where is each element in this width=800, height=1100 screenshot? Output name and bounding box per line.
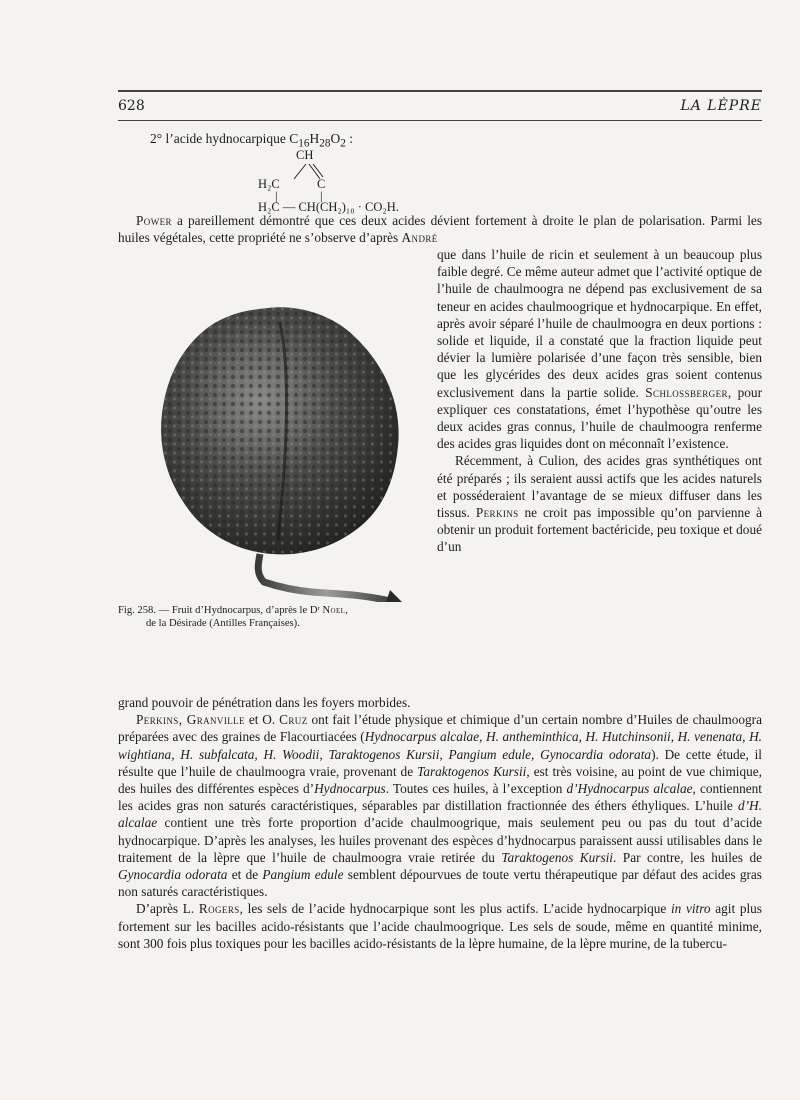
- header-rule-top: [118, 90, 762, 92]
- paragraph-power: Power a pareillement démontré que ces deux acides dévient fortement à droite le plan de polarisation. Parmi les huiles végétales, cette propriété ne s’observe d’après André: [118, 213, 762, 246]
- full-width-text: grand pouvoir de pénétration dans les foyers morbides. Perkins, Granville et O. Cruz ont fait l’étude physique et chimique d’un certain nombre d’Huiles de chaulmoogra préparées avec des graines de Flacourtiacées (Hydnocarpus alcalae, H. antheminthica, H. Hutchinsonii, H. venenata, H. wightiana, H. subfalcata, H. Woodii, Taraktogenos Kursii, Pangium edule, Gynocardia odorata). De cette étude, il résulte que l’huile de chaulmoogra vraie, provenant de Taraktogenos Kursii, est très voisine, au point de vue chimique, des huiles des différentes espèces d’Hydnocarpus. Toutes ces huiles, à l’exception d’Hydnocarpus alcalae, contiennent les acides gras non saturés caractéristiques, séparables par distillation fractionnée des éthers éthyliques. L’huile d’H. alcalae contient une très forte proportion d’acide chaulmoogrique, mais seulement peu ou pas du tout d’acide hydnocarpique. D’après les analyses, les huiles provenant des espèces d’hydnocarpus paraissent aussi utilisables dans le traitement de la lèpre que l’huile de chaulmoogra vraie retirée du Taraktogenos Kursii. Par contre, les huiles de Gynocardia odorata et de Pangium edule semblent dépourvues de toute vertu thérapeutique par défaut des acides gras non saturés caractéristiques. D’après L. Rogers, les sels de l’acide hydnocarpique sont les plus actifs. L’acide hydnocarpique in vitro agit plus fortement sur les bacilles acido-résistants que l’acide chaulmoogrique. Les sels de soude, même en quantité minime, sont 300 fois plus toxiques pour les bacilles acido-résistants de la lèpre humaine, de la lèpre murine, de la tubercu-: [118, 695, 763, 951]
- fruit-illustration: [140, 302, 428, 602]
- formula-bond-right: |: [320, 189, 323, 203]
- running-header: [118, 98, 762, 116]
- hydnocarpus-fruit-image: [140, 302, 428, 602]
- figure-caption: Fig. 258. — Fruit d’Hydnocarpus, d’après le Dʳ Noel, de la Désirade (Antilles Françaises).: [118, 605, 348, 629]
- formula-bond-left: |: [275, 189, 278, 203]
- formula-bottom: H₂C — CH(CH₂)₁₀ · CO₂H.: [258, 200, 399, 214]
- running-title: LA LÈPRE: [680, 98, 762, 114]
- header-rule-bottom: [118, 120, 762, 121]
- structural-formula: [258, 148, 588, 212]
- right-column-text: que dans l’huile de ricin et seulement à un beaucoup plus faible degré. Ce même auteur admet que l’activité optique de l’huile de chaulmoogra ne dépend pas exclusivement de sa teneur en acides chaulmoogrique et hydnocarpique. En effet, après avoir séparé l’huile de chaulmoogra en deux portions : solide et liquide, il a constaté que la fraction liquide peut dévier la lumière polarisée d’une façon très sensible, bien que les glycérides des deux acides gras soient contenus exclusivement dans la partie solide. Schlossberger, pour expliquer ces constatations, émet l’hypothèse qu’outre les deux acides gras connus, l’huile de chaulmoogra renferme des acides gras liquides dont on méconnaît l’existence. Récemment, à Culion, des acides gras synthétiques ont été préparés ; ils seraient aussi actifs que les acides naturels et posséderaient l’avantage de se mieux diffuser dans les tissus. Perkins ne croit pas impossible qu’on parvienne à obtenir un produit fortement bactéricide, peu toxique et doué d’un: [437, 247, 762, 555]
- formula-c-right: C: [317, 177, 326, 191]
- formula-h2c-upper: H₂C: [258, 177, 280, 191]
- formula-ring-bonds: [280, 162, 340, 182]
- formula-ch: CH: [296, 148, 314, 162]
- acid-heading: 2° l’acide hydnocarpique $C_{16}H_{28}O_2$ :: [150, 131, 353, 150]
- page-number: 628: [118, 98, 145, 114]
